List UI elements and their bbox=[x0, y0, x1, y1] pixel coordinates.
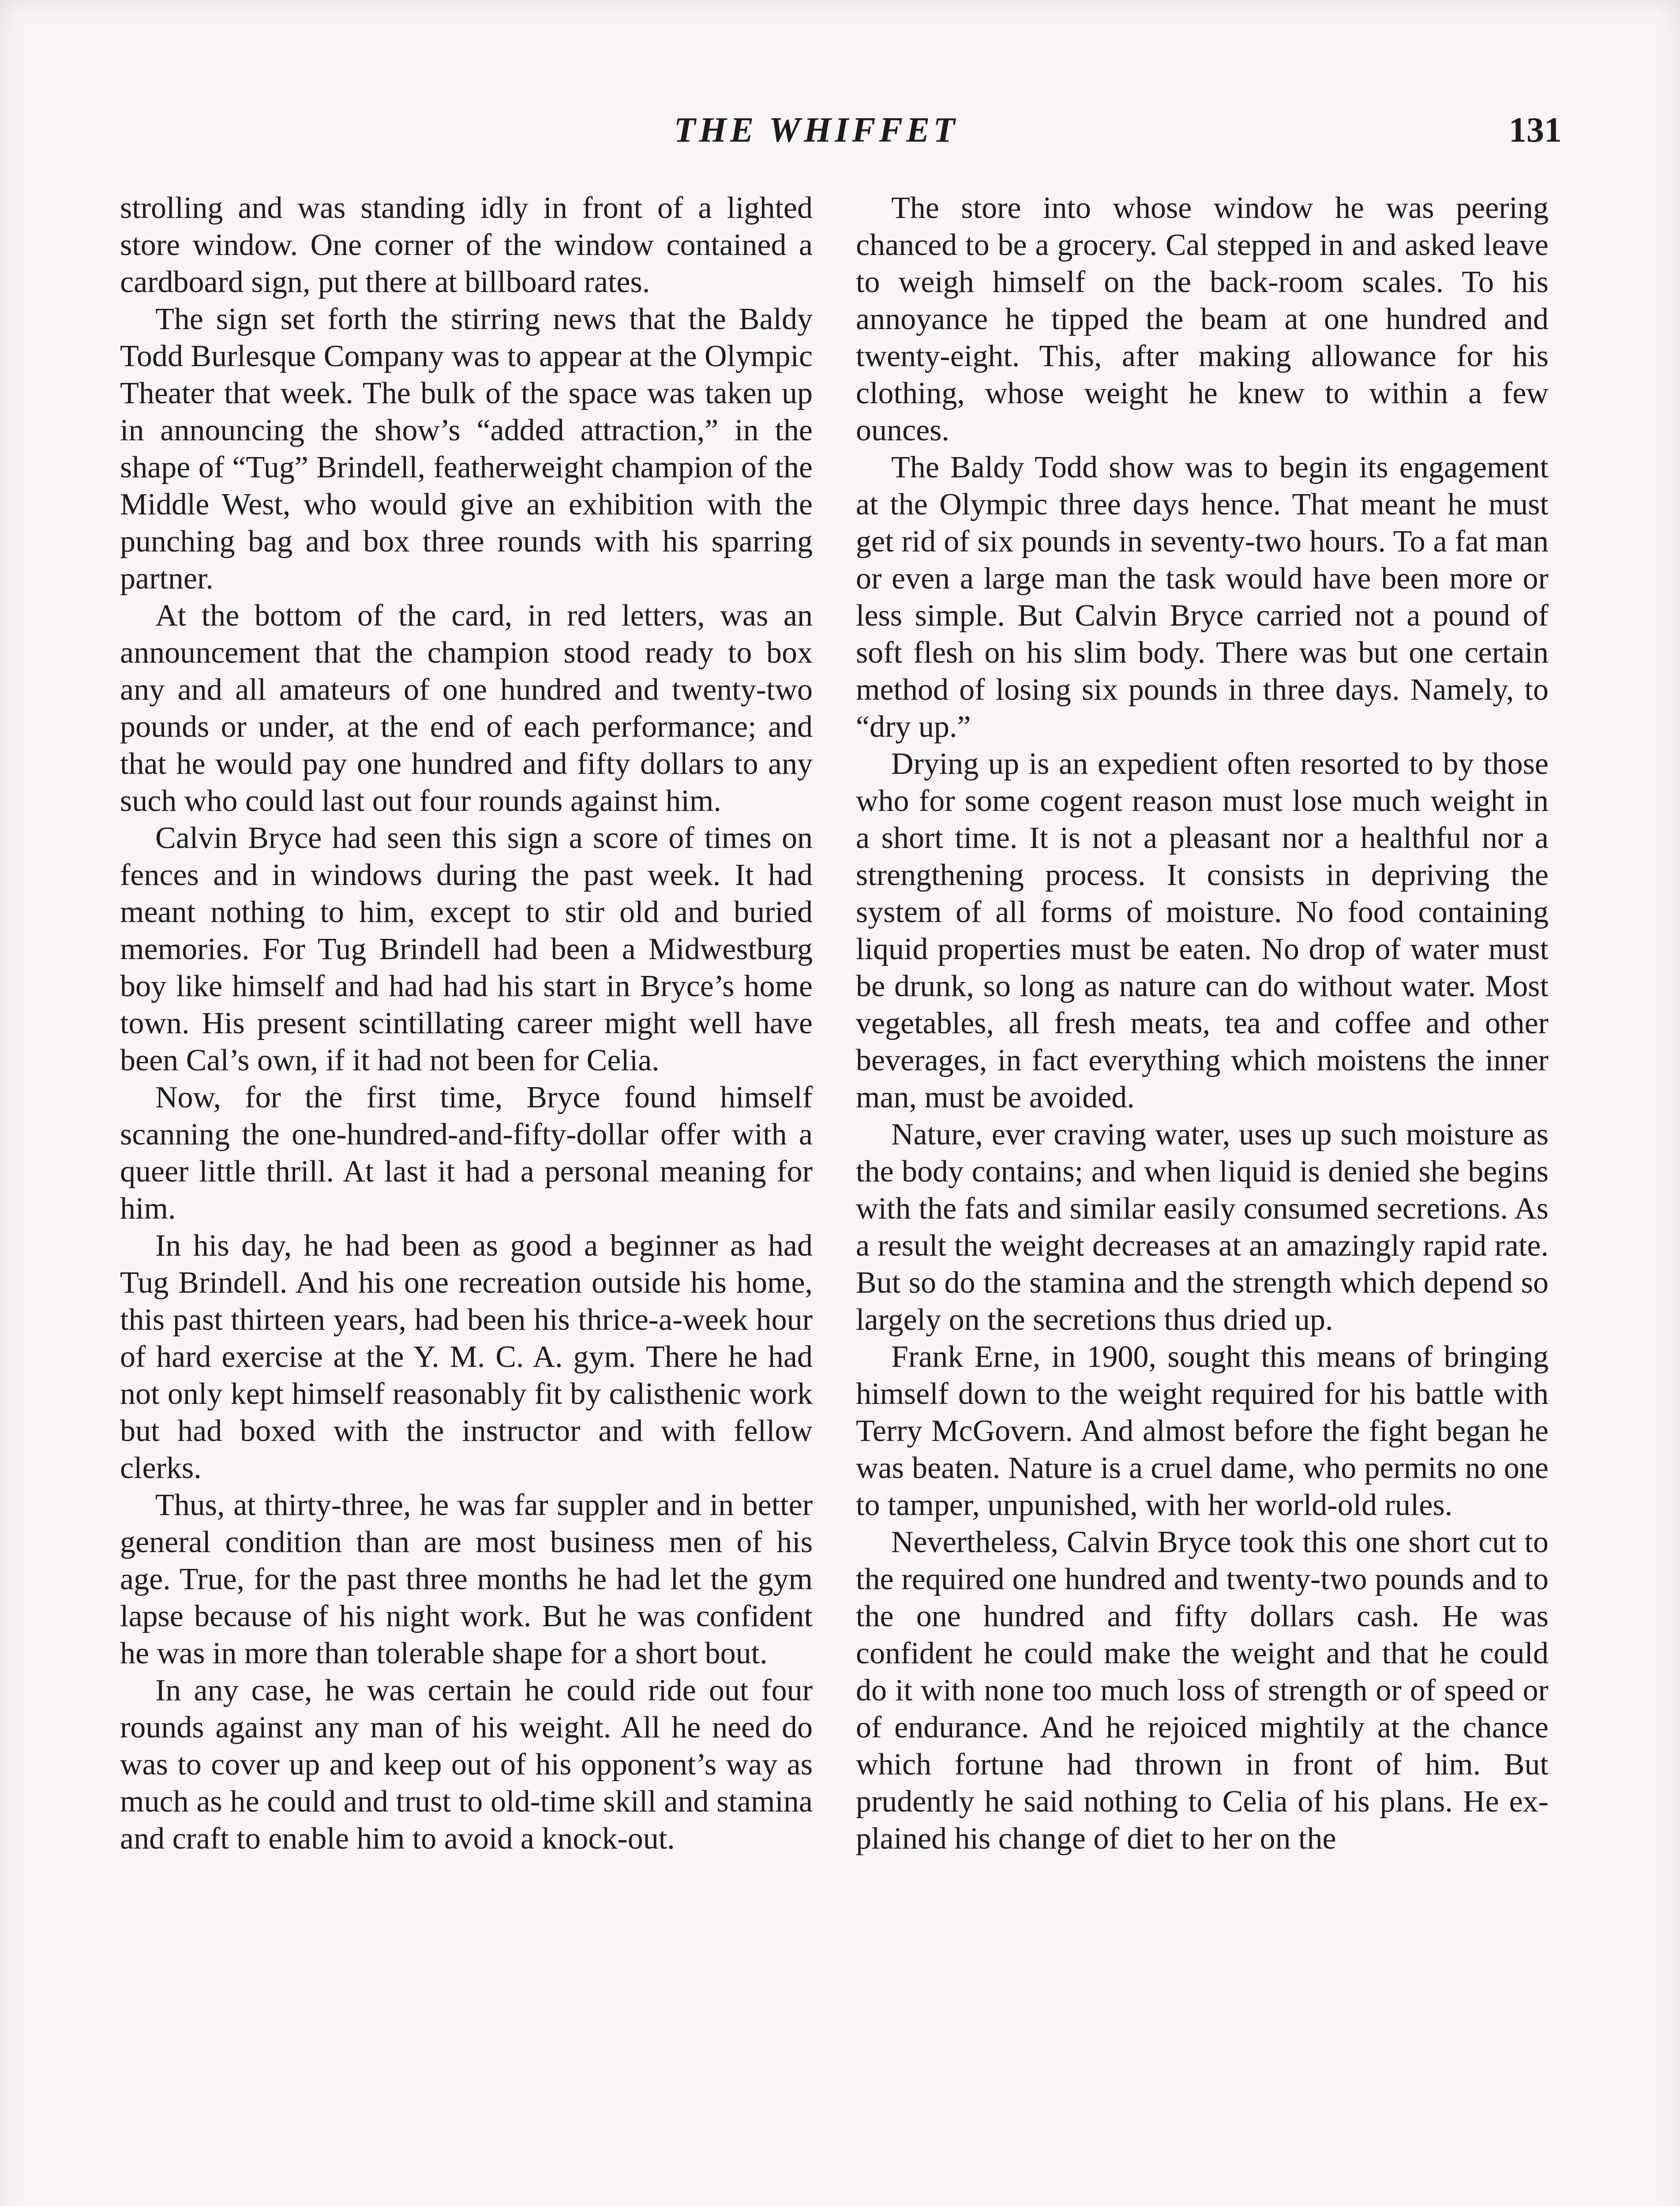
paragraph: Nevertheless, Calvin Bryce took this one short cut to the required one hundred and twenty-two pounds and to the one hundred and fifty dollars cash. He was confident he could make the weight and that he could do it with none too much loss of strength or of speed or of endurance. And he rejoiced mightily at the chance which fortune had thrown in front of him. But prudently he said nothing to Celia of his plans. He explained his change of diet to her on the bbox=[856, 1525, 1549, 1856]
paragraph: The Baldy Todd show was to begin its engagement at the Olympic three days hence. That meant he must get rid of six pounds in seventy-two hours. To a fat man or even a large man the task would have been more or less simple. But Calvin Bryce carried not a pound of soft flesh on his slim body. There was but one certain method of losing six pounds in three days. Namely, to “dry up.” bbox=[856, 450, 1549, 744]
page-number: 131 bbox=[1509, 111, 1562, 150]
paragraph: Frank Erne, in 1900, sought this means of bringing himself down to the weight required for his battle with Terry McGovern. And almost before the fight began he was beaten. Nature is a cruel dame, who permits no one to tamper, unpunished, with her world-old rules. bbox=[856, 1340, 1549, 1522]
paragraph: At the bottom of the card, in red letters, was an announcement that the champion stood ready to box any and all amateurs of one hundred and twenty-two pounds or under, at the end of each performance; and that he would pay one hundred and fifty dollars to any such who could last out four rounds against him. bbox=[120, 599, 813, 818]
paragraph: The sign set forth the stirring news that the Baldy Todd Burlesque Company was to appear at the Olympic Theater that week. The bulk of the space was taken up in announcing the show’s “added attraction,” in the shape of “Tug” Brindell, featherweight champion of the Middle West, who would give an exhibition with the punching bag and box three rounds with his sparring partner. bbox=[120, 302, 813, 596]
paragraph: Nature, ever craving water, uses up such moisture as the body contains; and when liquid is denied she begins with the fats and similar easily consumed secretions. As a result the weight decreases at an amazingly rapid rate. But so do the stamina and the strength which depend so largely on the secretions thus dried up. bbox=[856, 1118, 1549, 1337]
paragraph: strolling and was standing idly in front of a lighted store window. One corner of the window contained a cardboard sign, put there at billboard rates. bbox=[120, 191, 813, 299]
paragraph: Calvin Bryce had seen this sign a score of times on fences and in windows during the past week. It had meant nothing to him, except to stir old and buried memories. For Tug Brindell had been a Midwestburg boy like himself and had had his start in Bryce’s home town. His present scintillating career might well have been Cal’s own, if it had not been for Celia. bbox=[120, 821, 813, 1077]
left-column bbox=[120, 190, 813, 1857]
paragraph: The store into whose window he was peering chanced to be a grocery. Cal stepped in and asked leave to weigh himself on the back-room scales. To his annoyance he tipped the beam at one hundred and twenty-eight. This, after making allowance for his clothing, whose weight he knew to within a few ounces. bbox=[856, 191, 1549, 447]
paragraph: Now, for the first time, Bryce found himself scanning the one-hundred-and-fifty-dollar offer with a queer little thrill. At last it had a personal meaning for him. bbox=[120, 1080, 813, 1226]
paragraph: In his day, he had been as good a beginner as had Tug Brindell. And his one recreation outside his home, this past thirteen years, had been his thrice-a-week hour of hard exercise at the Y. M. C. A. gym. There he had not only kept himself reasonably fit by calisthenic work but had boxed with the instructor and with fellow clerks. bbox=[120, 1229, 813, 1485]
running-title: THE WHIFFET bbox=[674, 111, 959, 150]
paragraph: Drying up is an expedient often resorted to by those who for some cogent reason must lose much weight in a short time. It is not a pleasant nor a healthful nor a strengthening process. It consists in depriving the system of all forms of moisture. No food containing liquid properties must be eaten. No drop of water must be drunk, so long as nature can do without water. Most vegetables, all fresh meats, tea and coffee and other beverages, in fact everything which moistens the inner man, must be avoided. bbox=[856, 747, 1549, 1114]
paragraph: In any case, he was certain he could ride out four rounds against any man of his weight. All he need do was to cover up and keep out of his opponent’s way as much as he could and trust to old-time skill and stamina and craft to enable him to avoid a knock-out. bbox=[120, 1673, 813, 1856]
right-column bbox=[856, 190, 1549, 1857]
paragraph: Thus, at thirty-three, he was far suppler and in better general condition than are most business men of his age. True, for the past three months he had let the gym lapse because of his night work. But he was confident he was in more than tolerable shape for a short bout. bbox=[120, 1488, 813, 1670]
